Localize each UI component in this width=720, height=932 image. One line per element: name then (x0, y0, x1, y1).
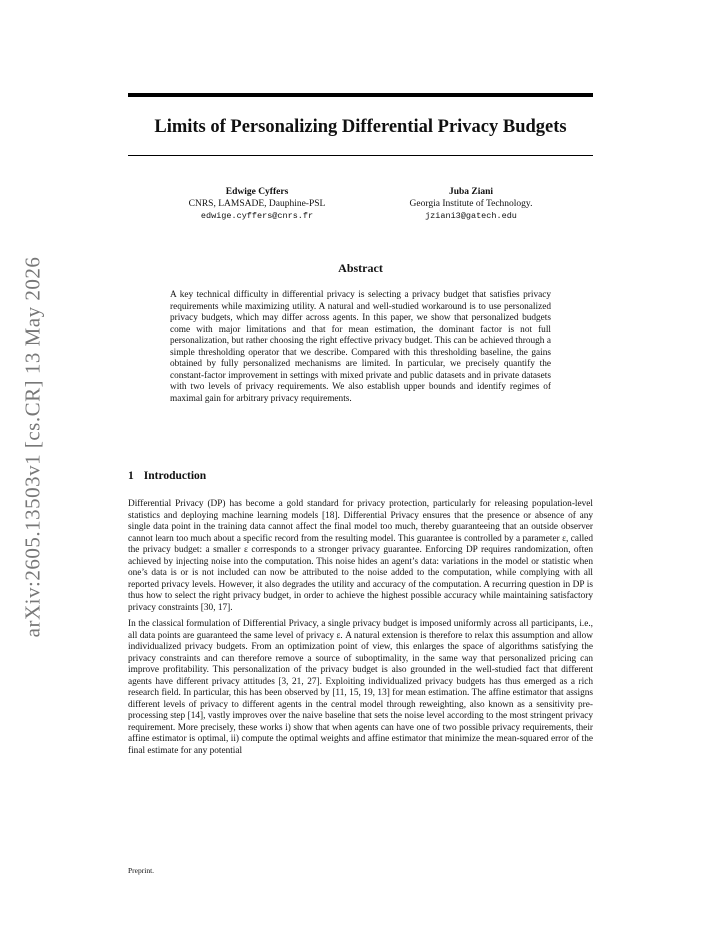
section-body (128, 499, 593, 762)
title-rule-bottom (128, 155, 593, 156)
section-number: 1 (128, 470, 134, 482)
author-name: Juba Ziani (448, 187, 494, 197)
paper-title: Limits of Personalizing Differential Privacy Budgets (154, 117, 567, 137)
body-paragraph: Differential Privacy (DP) has become a gold standard for privacy protection, particularly for releasing population-level statistics and deploying machine learning models [18]. Differential Privacy ensures that the presence or absence of any single data point in the training data cannot affect the final model too much, thereby guaranteeing that an outside observer cannot learn too much about a specific record from the resulting model. This guarantee is controlled by a parameter ε, called the privacy budget: a smaller ε corresponds to a stronger privacy guarantee. Enforcing DP requires randomization, often achieved by injecting noise into the computation. This noise hides an agent’s data: variations in the model or statistic when one’s data is or is not included can now be attributed to the noise added to the computation, while complying with all reported privacy levels. However, it also degrades the utility and accuracy of the computation. A recurring question in DP is thus how to select the right privacy budget, in order to achieve the highest possible accuracy while maintaining satisfactory privacy constraints [30, 17]. (128, 499, 593, 613)
arxiv-identifier: arXiv:2605.13503v1 [cs.CR] 13 May 2026 (20, 256, 45, 638)
author-affiliation: CNRS, LAMSADE, Dauphine-PSL (188, 199, 326, 209)
author-affiliation: Georgia Institute of Technology. (409, 199, 533, 209)
author-block (372, 186, 570, 222)
author-email: edwige.cyffers@cnrs.fr (200, 211, 314, 221)
preprint-footnote: Preprint. (128, 866, 155, 875)
abstract-text: A key technical difficulty in differential privacy is selecting a privacy budget that satisfies privacy requirements while maximizing utility. A natural and well-studied workaround is to use personalized privacy budgets, which may differ across agents. In this paper, we show that personalized budgets come with major limitations and that for mean estimation, the dominant factor is not full personalization, but rather choosing the right effective privacy budget. This can be achieved through a simple thresholding operator that we describe. Compared with this thresholding baseline, the gains obtained by fully personalized mechanisms are limited. In particular, we precisely quantify the constant-factor improvement in settings with mixed private and public datasets and in private datasets with two levels of privacy requirements. We also establish upper bounds and identify regimes of maximal gain for arbitrary privacy requirements. (170, 290, 551, 404)
title-rule-top (128, 93, 593, 97)
author-block (158, 186, 356, 222)
abstract-heading: Abstract (338, 261, 383, 275)
author-name: Edwige Cyffers (225, 187, 289, 197)
section-title: Introduction (143, 470, 207, 482)
section-heading (128, 470, 206, 482)
author-email: jziani3@gatech.edu (425, 211, 517, 221)
body-paragraph: In the classical formulation of Differential Privacy, a single privacy budget is imposed uniformly across all participants, i.e., all data points are guaranteed the same level of privacy ε. A natural extension is therefore to relax this assumption and allow individualized privacy budgets. From an optimization point of view, this enlarges the space of algorithms satisfying the privacy constraints and can therefore remove a source of suboptimality, in the same way that personalized pricing can improve profitability. This personalization of the privacy budget is also grounded in the well-studied fact that different agents have different privacy attitudes [3, 21, 27]. Exploiting individualized privacy budgets has thus emerged as a rich research field. In particular, this has been observed by [11, 15, 19, 13] for mean estimation. The affine estimator that assigns different levels of privacy to different agents in the central model through reweighting, also known as a sensitivity pre-processing step [14], vastly improves over the naive baseline that sets the noise level according to the most stringent privacy requirement. More precisely, these works i) show that when agents can have one of two possible privacy requirements, their affine estimator is optimal, ii) compute the optimal weights and affine estimator that minimize the mean-squared error of the final estimate for any potential (128, 619, 593, 756)
